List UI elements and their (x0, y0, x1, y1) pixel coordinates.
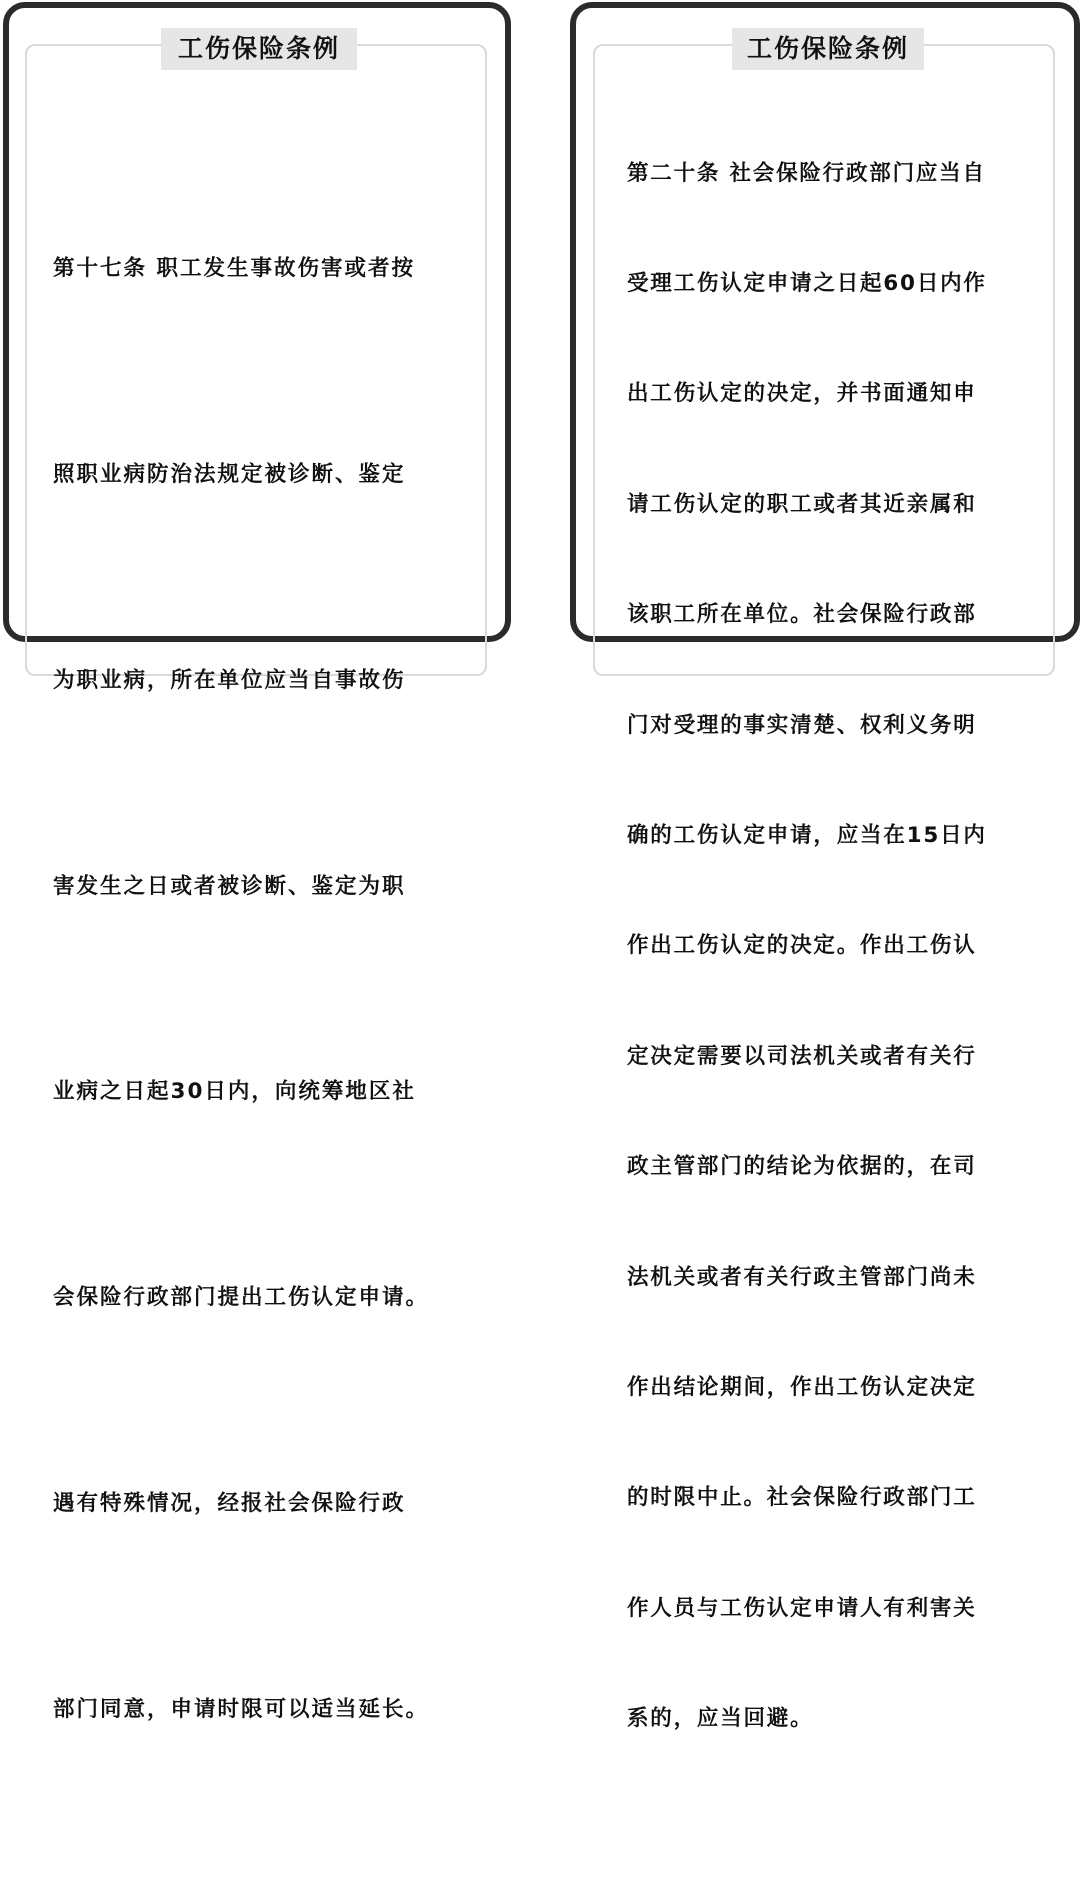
right-line-14: 作人员与工伤认定申请人有利害关 (627, 1595, 977, 1621)
right-card-title: 工伤保险条例 (732, 28, 924, 70)
left-card-title: 工伤保险条例 (161, 28, 357, 70)
left-line-8: 部门同意，申请时限可以适当延长。 (53, 1696, 430, 1722)
right-line-10: 政主管部门的结论为依据的，在司 (627, 1154, 977, 1180)
right-line-5: 该职工所在单位。社会保险行政部 (627, 602, 977, 628)
right-line-3: 出工伤认定的决定，并书面通知申 (627, 381, 977, 407)
right-card-body (627, 82, 987, 1811)
right-line-1: 第二十条 社会保险行政部门应当自 (627, 160, 986, 186)
right-line-9: 定决定需要以司法机关或者有关行 (627, 1043, 977, 1069)
right-line-6: 门对受理的事实清楚、权利义务明 (627, 712, 977, 738)
left-line-6: 会保险行政部门提出工伤认定申请。 (53, 1285, 430, 1311)
left-card-body (53, 98, 429, 1881)
left-line-5: 业病之日起30日内，向统筹地区社 (53, 1079, 416, 1105)
left-line-7: 遇有特殊情况，经报社会保险行政 (53, 1490, 406, 1516)
left-regulation-card (3, 2, 511, 1722)
right-line-13: 的时限中止。社会保险行政部门工 (627, 1485, 977, 1511)
right-line-15: 系的，应当回避。 (627, 1706, 814, 1732)
right-line-8: 作出工伤认定的决定。作出工伤认 (627, 933, 977, 959)
right-line-2: 受理工伤认定申请之日起60日内作 (627, 270, 987, 296)
right-line-12: 作出结论期间，作出工伤认定决定 (627, 1374, 977, 1400)
right-line-11: 法机关或者有关行政主管部门尚未 (627, 1264, 977, 1290)
left-line-1: 第十七条 职工发生事故伤害或者按 (53, 256, 415, 282)
left-line-3: 为职业病，所在单位应当自事故伤 (53, 667, 406, 693)
left-line-4: 害发生之日或者被诊断、鉴定为职 (53, 873, 406, 899)
left-line-2: 照职业病防治法规定被诊断、鉴定 (53, 461, 406, 487)
right-line-4: 请工伤认定的职工或者其近亲属和 (627, 491, 977, 517)
right-line-7: 确的工伤认定申请，应当在15日内 (627, 822, 987, 848)
right-regulation-card (570, 2, 1080, 1732)
